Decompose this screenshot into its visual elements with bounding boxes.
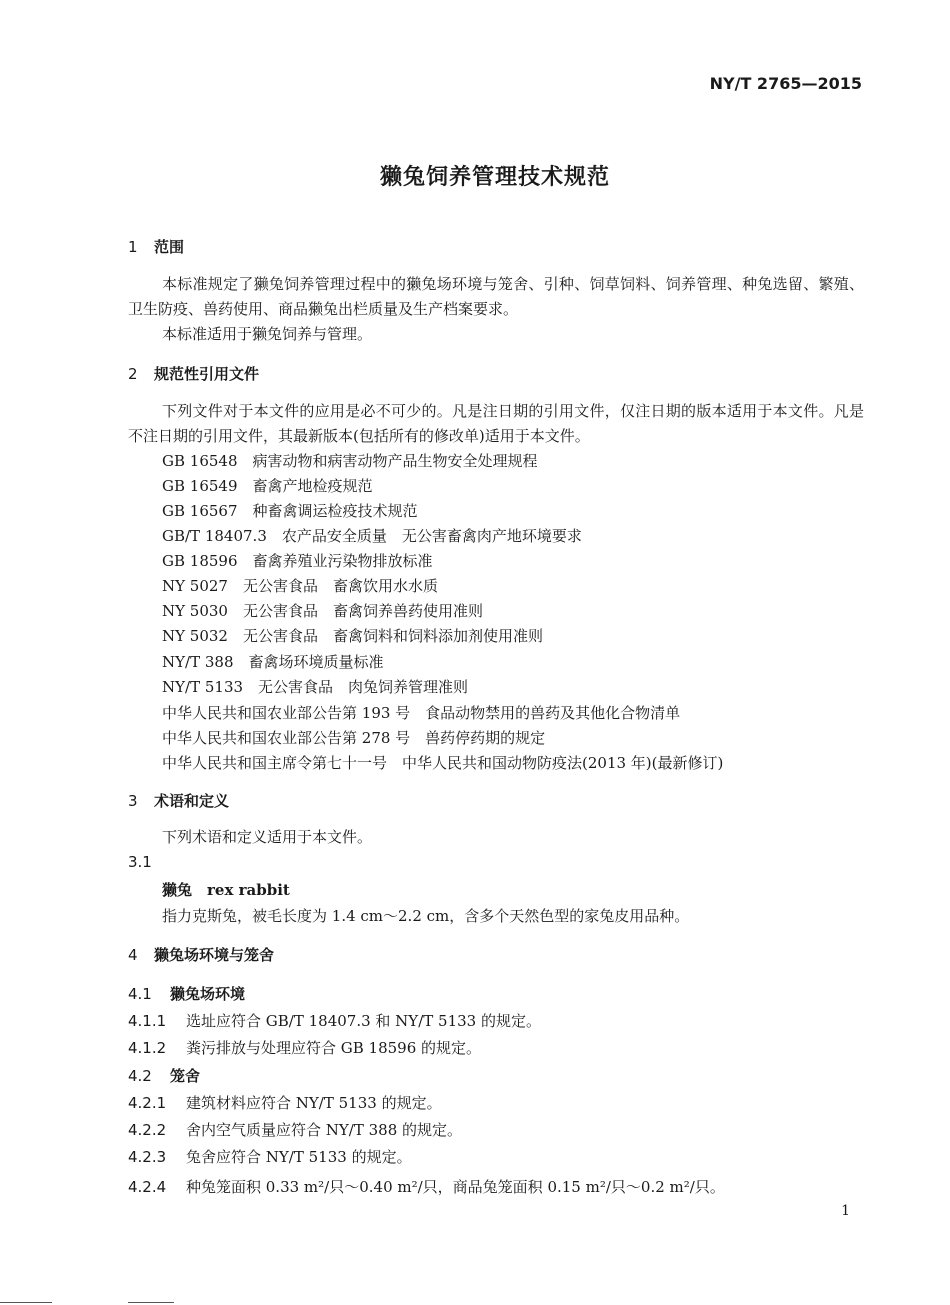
clause-4-1-1 [128,1010,541,1031]
document-title: 獭兔饲养管理技术规范 [379,165,610,190]
section-title: 规范性引用文件 [154,365,260,383]
reference-item: GB/T 18407.3 农产品安全质量 无公害畜禽肉产地环境要求 [162,527,582,545]
clause-text: 建筑材料应符合 NY/T 5133 的规定。 [186,1094,442,1112]
section-2-heading [128,363,259,384]
section-3-intro: 下列术语和定义适用于本文件。 [162,828,373,846]
page-number: 1 [841,1203,850,1219]
section-title: 范围 [154,238,185,256]
clause-number: 4.1.1 [128,1012,167,1030]
section-number: 1 [128,238,138,256]
clause-number: 4.2.4 [128,1178,167,1196]
subsection-4-2-heading [128,1065,200,1086]
section-title: 术语和定义 [154,792,230,810]
section-title: 獭兔场环境与笼舍 [154,946,275,964]
reference-item: GB 16567 种畜禽调运检疫技术规范 [162,502,418,520]
reference-item: NY 5032 无公害食品 畜禽饲料和饲料添加剂使用准则 [162,627,543,645]
clause-text: 选址应符合 GB/T 18407.3 和 NY/T 5133 的规定。 [186,1012,541,1030]
clause-text: 种兔笼面积 0.33 m²/只～0.40 m²/只，商品兔笼面积 0.15 m²/只～0.2 m²/只。 [186,1178,725,1196]
reference-item: GB 16549 畜禽产地检疫规范 [162,477,373,495]
reference-item: NY/T 5133 无公害食品 肉兔饲养管理准则 [162,678,469,696]
section-1-body [128,272,864,347]
reference-item: NY/T 388 畜禽场环境质量标准 [162,653,384,671]
clause-4-2-4 [128,1176,725,1197]
clause-number: 4.2.1 [128,1094,167,1112]
subsection-title: 笼舍 [170,1067,201,1085]
clause-4-1-2 [128,1037,481,1058]
clause-4-2-2 [128,1119,462,1140]
clause-number: 4.1.2 [128,1039,167,1057]
section-number: 2 [128,365,138,383]
footer-rule [128,1302,174,1303]
footer-rule [0,1302,52,1303]
clause-text: 舍内空气质量应符合 NY/T 388 的规定。 [186,1121,463,1139]
reference-item: NY 5027 无公害食品 畜禽饮用水水质 [162,577,438,595]
subsection-number: 4.1 [128,985,152,1003]
subsection-4-1-heading [128,983,245,1004]
term-number: 3.1 [128,853,152,871]
reference-item: GB 18596 畜禽养殖业污染物排放标准 [162,552,433,570]
reference-item: GB 16548 病害动物和病害动物产品生物安全处理规程 [162,452,538,470]
clause-text: 兔舍应符合 NY/T 5133 的规定。 [186,1148,412,1166]
term-definition: 指力克斯兔，被毛长度为 1.4 cm～2.2 cm，含多个天然色型的家兔皮用品种。 [162,907,690,925]
paragraph: 本标准适用于獭兔饲养与管理。 [162,325,373,343]
paragraph: 本标准规定了獭兔饲养管理过程中的獭兔场环境与笼舍、引种、饲草饲料、饲养管理、种兔选留、繁殖、卫生防疫、兽药使用、商品獭兔出栏质量及生产档案要求。 [128,275,864,318]
section-number: 4 [128,946,138,964]
clause-4-2-1 [128,1092,442,1113]
section-number: 3 [128,792,138,810]
subsection-title: 獭兔场环境 [170,985,246,1003]
reference-item: NY 5030 无公害食品 畜禽饲养兽药使用准则 [162,602,483,620]
section-2-intro [128,399,864,449]
clause-4-2-3 [128,1146,412,1167]
paragraph: 下列文件对于本文件的应用是必不可少的。凡是注日期的引用文件，仅注日期的版本适用于本文件。凡是不注日期的引用文件，其最新版本(包括所有的修改单)适用于本文件。 [128,402,864,445]
standard-code: NY/T 2765—2015 [709,74,862,93]
section-3-heading [128,790,229,811]
clause-number: 4.2.2 [128,1121,167,1139]
clause-text: 粪污排放与处理应符合 GB 18596 的规定。 [186,1039,482,1057]
reference-item: 中华人民共和国农业部公告第 193 号 食品动物禁用的兽药及其他化合物清单 [162,704,681,722]
reference-item: 中华人民共和国主席令第七十一号 中华人民共和国动物防疫法(2013 年)(最新修订) [162,754,724,772]
section-1-heading [128,236,184,257]
clause-number: 4.2.3 [128,1148,167,1166]
reference-item: 中华人民共和国农业部公告第 278 号 兽药停药期的规定 [162,729,546,747]
term-name: 獭兔 rex rabbit [162,881,290,899]
subsection-number: 4.2 [128,1067,152,1085]
section-4-heading [128,944,274,965]
